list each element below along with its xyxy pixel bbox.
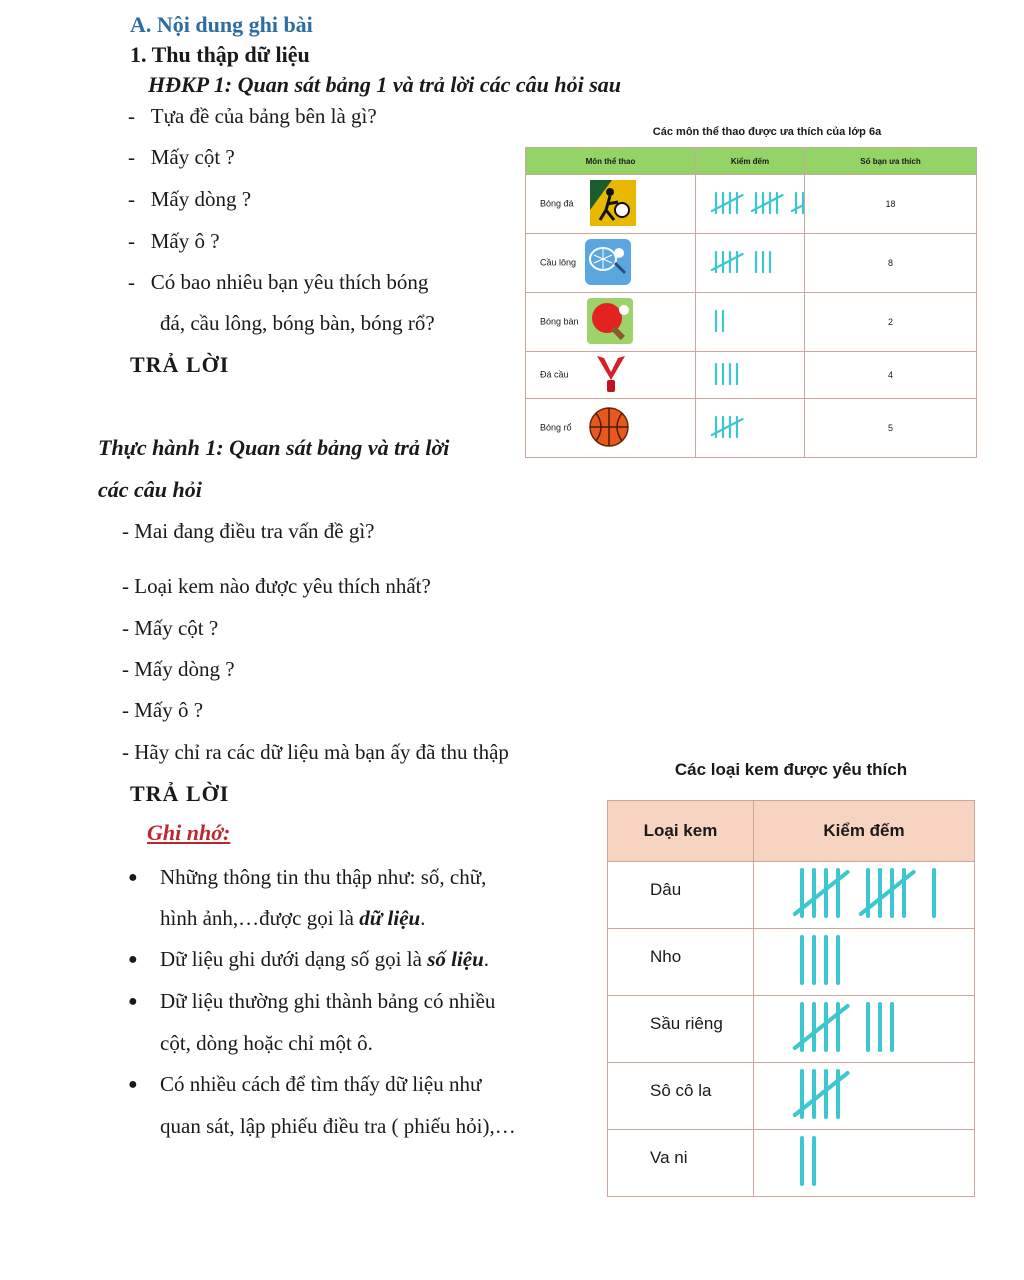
count-cell: 5 <box>805 399 977 458</box>
table-row <box>526 293 977 352</box>
note-title: Ghi nhớ: <box>147 820 231 845</box>
answer-label: TRẢ LỜI <box>130 781 230 806</box>
table-row <box>608 929 975 996</box>
count-cell: 4 <box>805 352 977 399</box>
column-header: Kiểm đếm <box>696 148 805 175</box>
question-item: - Tựa đề của bảng bên là gì? <box>128 104 377 128</box>
icecream-table <box>607 800 975 1197</box>
bullet-icon: ● <box>128 869 138 886</box>
column-header: Loại kem <box>608 801 754 862</box>
table-header-row <box>608 801 975 862</box>
sport-cell <box>526 175 696 234</box>
flavor-name: Sô cô la <box>608 1063 754 1130</box>
column-header: Số bạn ưa thích <box>805 148 977 175</box>
ping-pong-icon <box>587 298 633 346</box>
tally-cell <box>754 929 975 996</box>
note-text: quan sát, lập phiếu điều tra ( phiếu hỏi),… <box>160 1114 516 1138</box>
flavor-name: Va ni <box>608 1130 754 1197</box>
table-header-row <box>526 148 977 175</box>
icecream-table-title: Các loại kem được yêu thích <box>674 760 908 779</box>
emphasis-term: số liệu <box>427 947 484 971</box>
note-text: Những thông tin thu thập như: số, chữ, <box>160 865 487 889</box>
question-item: - Hãy chỉ ra các dữ liệu mà bạn ấy đã thu thập <box>122 740 509 764</box>
bullet-icon: ● <box>128 993 138 1010</box>
shuttlecock-icon <box>593 354 629 396</box>
soccer-icon <box>590 180 636 228</box>
column-header: Kiểm đếm <box>754 801 975 862</box>
table-row <box>608 996 975 1063</box>
table-row <box>608 1130 975 1197</box>
answer-label: TRẢ LỜI <box>130 352 230 377</box>
question-item: - Mấy dòng ? <box>122 657 235 681</box>
activity-heading: HĐKP 1: Quan sát bảng 1 và trả lời các câu hỏi sau <box>148 72 622 97</box>
practice-heading-continued: các câu hỏi <box>98 477 202 502</box>
table-row <box>608 1063 975 1130</box>
tally-cell <box>696 234 805 293</box>
flavor-name: Nho <box>608 929 754 996</box>
section-1-heading: 1. Thu thập dữ liệu <box>130 42 310 67</box>
question-item: - Mai đang điều tra vấn đề gì? <box>122 519 375 543</box>
badminton-icon <box>585 239 631 287</box>
tally-cell <box>696 175 805 234</box>
sport-name: Cầu lông <box>540 257 577 268</box>
bullet-icon: ● <box>128 951 138 968</box>
note-text: Có nhiều cách để tìm thấy dữ liệu như <box>160 1072 482 1096</box>
count-cell: 2 <box>805 293 977 352</box>
sport-cell <box>526 234 696 293</box>
sports-table <box>525 147 977 458</box>
question-item: - Mấy ô ? <box>128 229 220 253</box>
tally-cell <box>754 1063 975 1130</box>
basketball-icon <box>588 406 630 450</box>
question-item: - Mấy dòng ? <box>128 187 252 211</box>
table-row <box>526 234 977 293</box>
sport-cell <box>526 352 696 399</box>
flavor-name: Sầu riêng <box>608 996 754 1063</box>
tally-cell <box>754 862 975 929</box>
note-text: Dữ liệu thường ghi thành bảng có nhiều <box>160 989 496 1013</box>
sport-name: Bóng đá <box>540 198 574 209</box>
sports-table-title: Các môn thể thao được ưa thích của lớp 6a <box>652 126 882 138</box>
section-a-heading: A. Nội dung ghi bài <box>130 12 313 37</box>
table-row <box>608 862 975 929</box>
question-item: - Mấy cột ? <box>122 616 219 640</box>
count-cell: 18 <box>805 175 977 234</box>
tally-cell <box>754 1130 975 1197</box>
table-row <box>526 399 977 458</box>
flavor-name: Dâu <box>608 862 754 929</box>
note-text: cột, dòng hoặc chỉ một ô. <box>160 1031 373 1055</box>
sport-name: Đá cầu <box>540 369 569 380</box>
question-item: - Mấy ô ? <box>122 698 204 722</box>
note-text: Dữ liệu ghi dưới dạng số gọi là số liệu. <box>160 947 490 971</box>
table-row <box>526 175 977 234</box>
question-item: - Có bao nhiêu bạn yêu thích bóng <box>128 270 429 294</box>
tally-cell <box>696 399 805 458</box>
note-text: hình ảnh,…được gọi là dữ liệu. <box>160 906 426 930</box>
sport-name: Bóng bàn <box>540 316 579 327</box>
sport-cell <box>526 399 696 458</box>
sport-name: Bóng rổ <box>540 422 572 433</box>
sport-cell <box>526 293 696 352</box>
table-row <box>526 352 977 399</box>
column-header: Môn thể thao <box>526 148 696 175</box>
question-item-continued: đá, cầu lông, bóng bàn, bóng rổ? <box>160 311 435 335</box>
practice-heading: Thực hành 1: Quan sát bảng và trả lời <box>98 435 450 460</box>
bullet-icon: ● <box>128 1076 138 1093</box>
count-cell: 8 <box>805 234 977 293</box>
tally-cell <box>696 352 805 399</box>
question-item: - Loại kem nào được yêu thích nhất? <box>122 574 431 598</box>
question-item: - Mấy cột ? <box>128 145 235 169</box>
emphasis-term: dữ liệu <box>359 906 421 930</box>
tally-cell <box>754 996 975 1063</box>
tally-cell <box>696 293 805 352</box>
